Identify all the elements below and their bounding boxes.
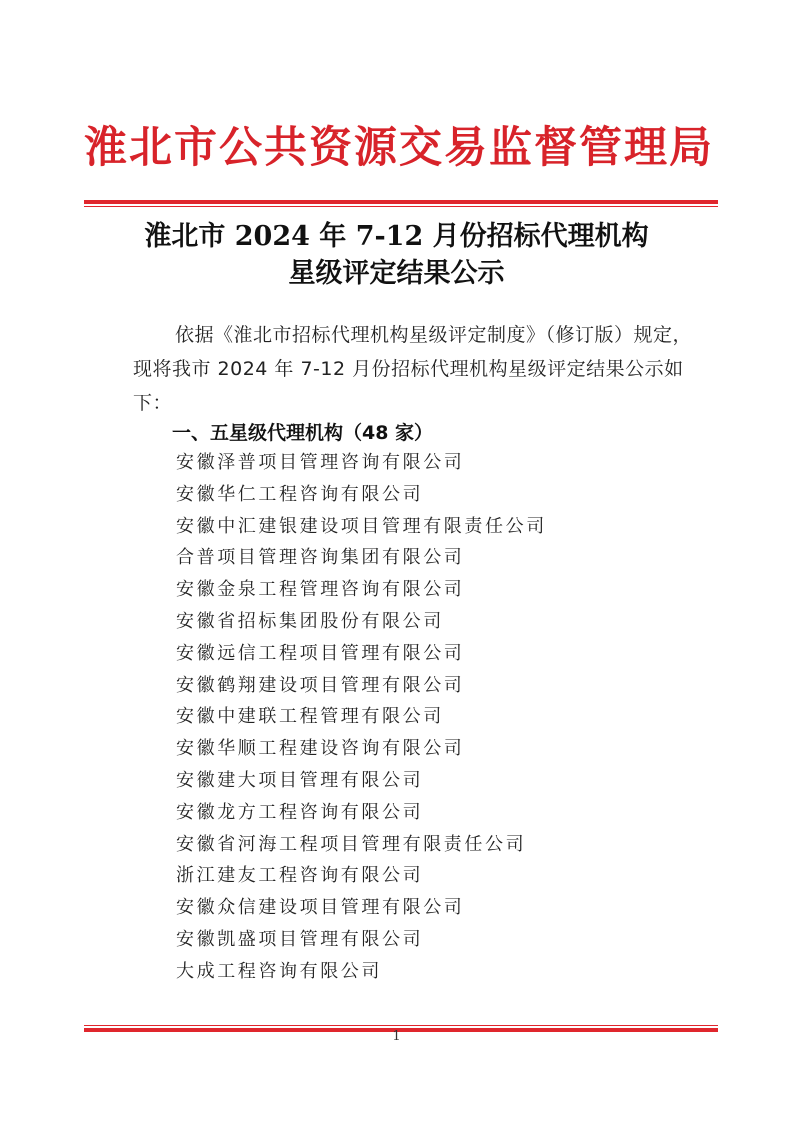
company-list	[176, 447, 547, 988]
list-item: 安徽金泉工程管理咨询有限公司	[176, 579, 465, 601]
list-item: 安徽中建联工程管理有限公司	[176, 706, 444, 728]
list-item: 安徽建大项目管理有限公司	[176, 769, 424, 791]
list-item: 大成工程咨询有限公司	[176, 960, 382, 982]
list-item: 合普项目管理咨询集团有限公司	[176, 547, 465, 569]
list-item: 安徽鹤翔建设项目管理有限公司	[176, 674, 465, 696]
list-item: 安徽众信建设项目管理有限公司	[176, 897, 465, 919]
document-title-line-1: 淮北市 2024 年 7-12 月份招标代理机构	[144, 221, 649, 252]
list-item: 安徽泽普项目管理咨询有限公司	[176, 452, 465, 473]
page-number: 1	[392, 1029, 401, 1044]
list-item: 安徽凯盛项目管理有限公司	[176, 928, 424, 950]
header-rule-thick	[84, 200, 718, 204]
section-heading: 一、五星级代理机构（48 家）	[172, 422, 434, 444]
list-item: 安徽华仁工程咨询有限公司	[176, 483, 424, 505]
list-item: 安徽中汇建银建设项目管理有限责任公司	[176, 515, 547, 537]
letterhead-title: 淮北市公共资源交易监督管理局	[84, 123, 714, 173]
list-item: 安徽华顺工程建设咨询有限公司	[176, 738, 465, 760]
list-item: 安徽龙方工程咨询有限公司	[176, 801, 424, 823]
intro-paragraph: 依据《淮北市招标代理机构星级评定制度》（修订版）规定，现将我市 2024 年 7-12 月份招标代理机构星级评定结果公示如下：	[133, 324, 693, 414]
document-title-line-2: 星级评定结果公示	[288, 258, 505, 289]
document-title	[60, 218, 733, 292]
footer-rule-thin	[84, 1025, 718, 1026]
list-item: 安徽省河海工程项目管理有限责任公司	[176, 833, 527, 855]
list-item: 安徽远信工程项目管理有限公司	[176, 642, 465, 664]
header-rule-thin	[84, 206, 718, 207]
list-item: 浙江建友工程咨询有限公司	[176, 865, 424, 887]
list-item: 安徽省招标集团股份有限公司	[176, 610, 444, 632]
